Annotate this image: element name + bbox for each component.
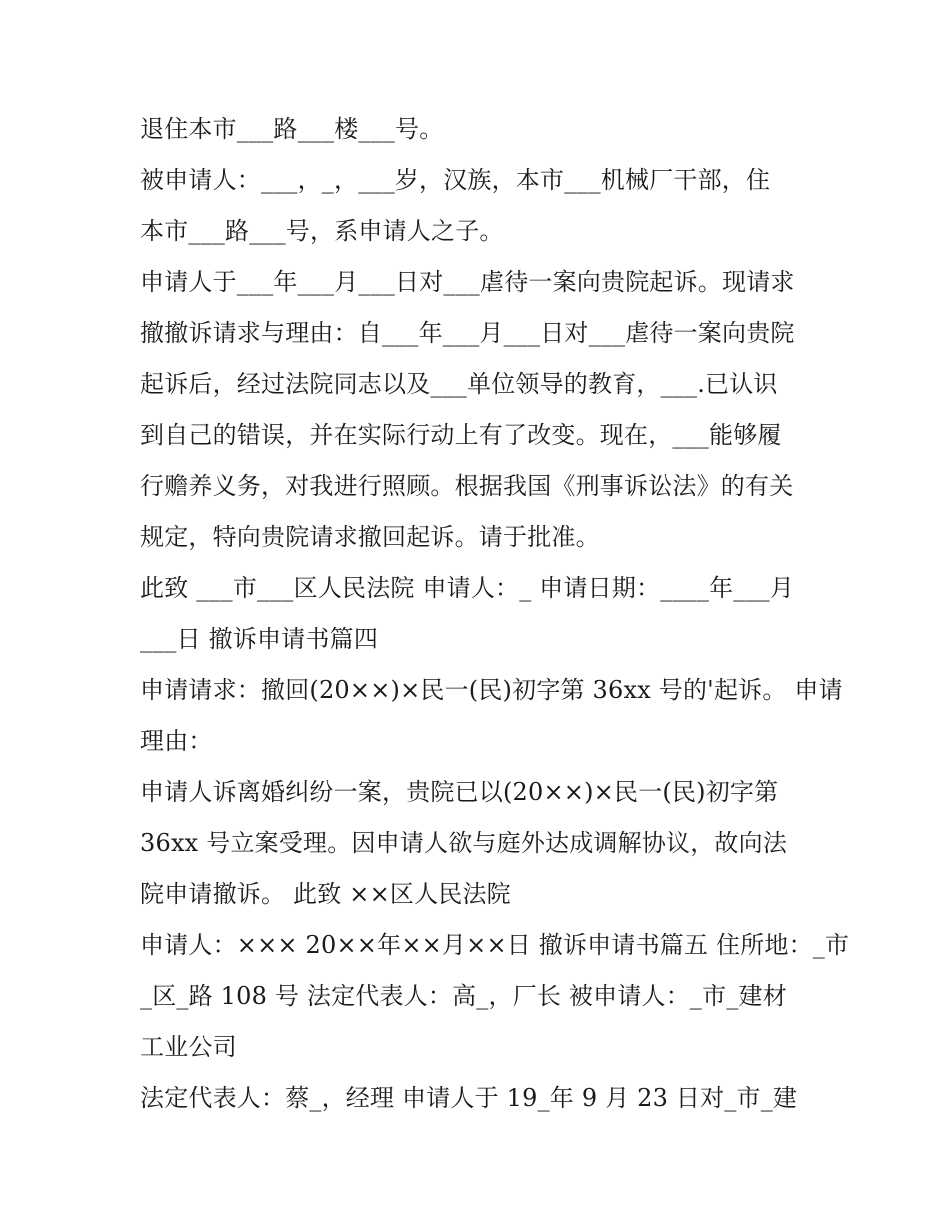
- text-line-7: 到自己的错误，并在实际行动上有了改变。现在，___能够履: [140, 421, 782, 449]
- text-line-18: _区_路 108 号 法定代表人：高_，厂长 被申请人：_市_建材: [140, 982, 787, 1010]
- text-line-2: 被申请人：___，_，___岁，汉族，本市___机械厂干部，住: [140, 166, 771, 194]
- document-body: [140, 104, 850, 1124]
- text-line-20: 法定代表人：蔡_，经理 申请人于 19_年 9 月 23 日对_市_建: [140, 1084, 798, 1112]
- text-line-12: 申请请求：撤回(20××)×民一(民)初字第 36xx 号的'起诉。 申请: [140, 676, 843, 704]
- text-line-8: 行赡养义务，对我进行照顾。根据我国《刑事诉讼法》的有关: [140, 472, 794, 500]
- text-line-3: 本市___路___号，系申请人之子。: [140, 217, 504, 245]
- text-line-10: 此致 ___市___区人民法院 申请人：_ 申请日期：____年___月: [140, 574, 795, 602]
- text-line-4: 申请人于___年___月___日对___虐待一案向贵院起诉。现请求: [140, 268, 795, 296]
- text-line-19: 工业公司: [140, 1033, 237, 1061]
- text-line-17: 申请人：××× 20××年××月××日 撤诉申请书篇五 住所地：_市: [140, 931, 850, 959]
- text-line-15: 36xx 号立案受理。因申请人欲与庭外达成调解协议，故向法: [140, 829, 788, 857]
- text-line-5: 撤撤诉请求与理由：自___年___月___日对___虐待一案向贵院: [140, 319, 795, 347]
- text-line-16: 院申请撤诉。 此致 ××区人民法院: [140, 880, 511, 908]
- text-line-14: 申请人诉离婚纠纷一案，贵院已以(20××)×民一(民)初字第: [140, 778, 779, 806]
- text-line-1: 退住本市___路___楼___号。: [140, 115, 444, 143]
- text-line-9: 规定，特向贵院请求撤回起诉。请于批准。: [140, 523, 600, 551]
- text-line-11: ___日 撤诉申请书篇四: [140, 625, 379, 653]
- text-line-6: 起诉后，经过法院同志以及___单位领导的教育，___.已认识: [140, 370, 778, 398]
- text-line-13: 理由：: [140, 727, 213, 755]
